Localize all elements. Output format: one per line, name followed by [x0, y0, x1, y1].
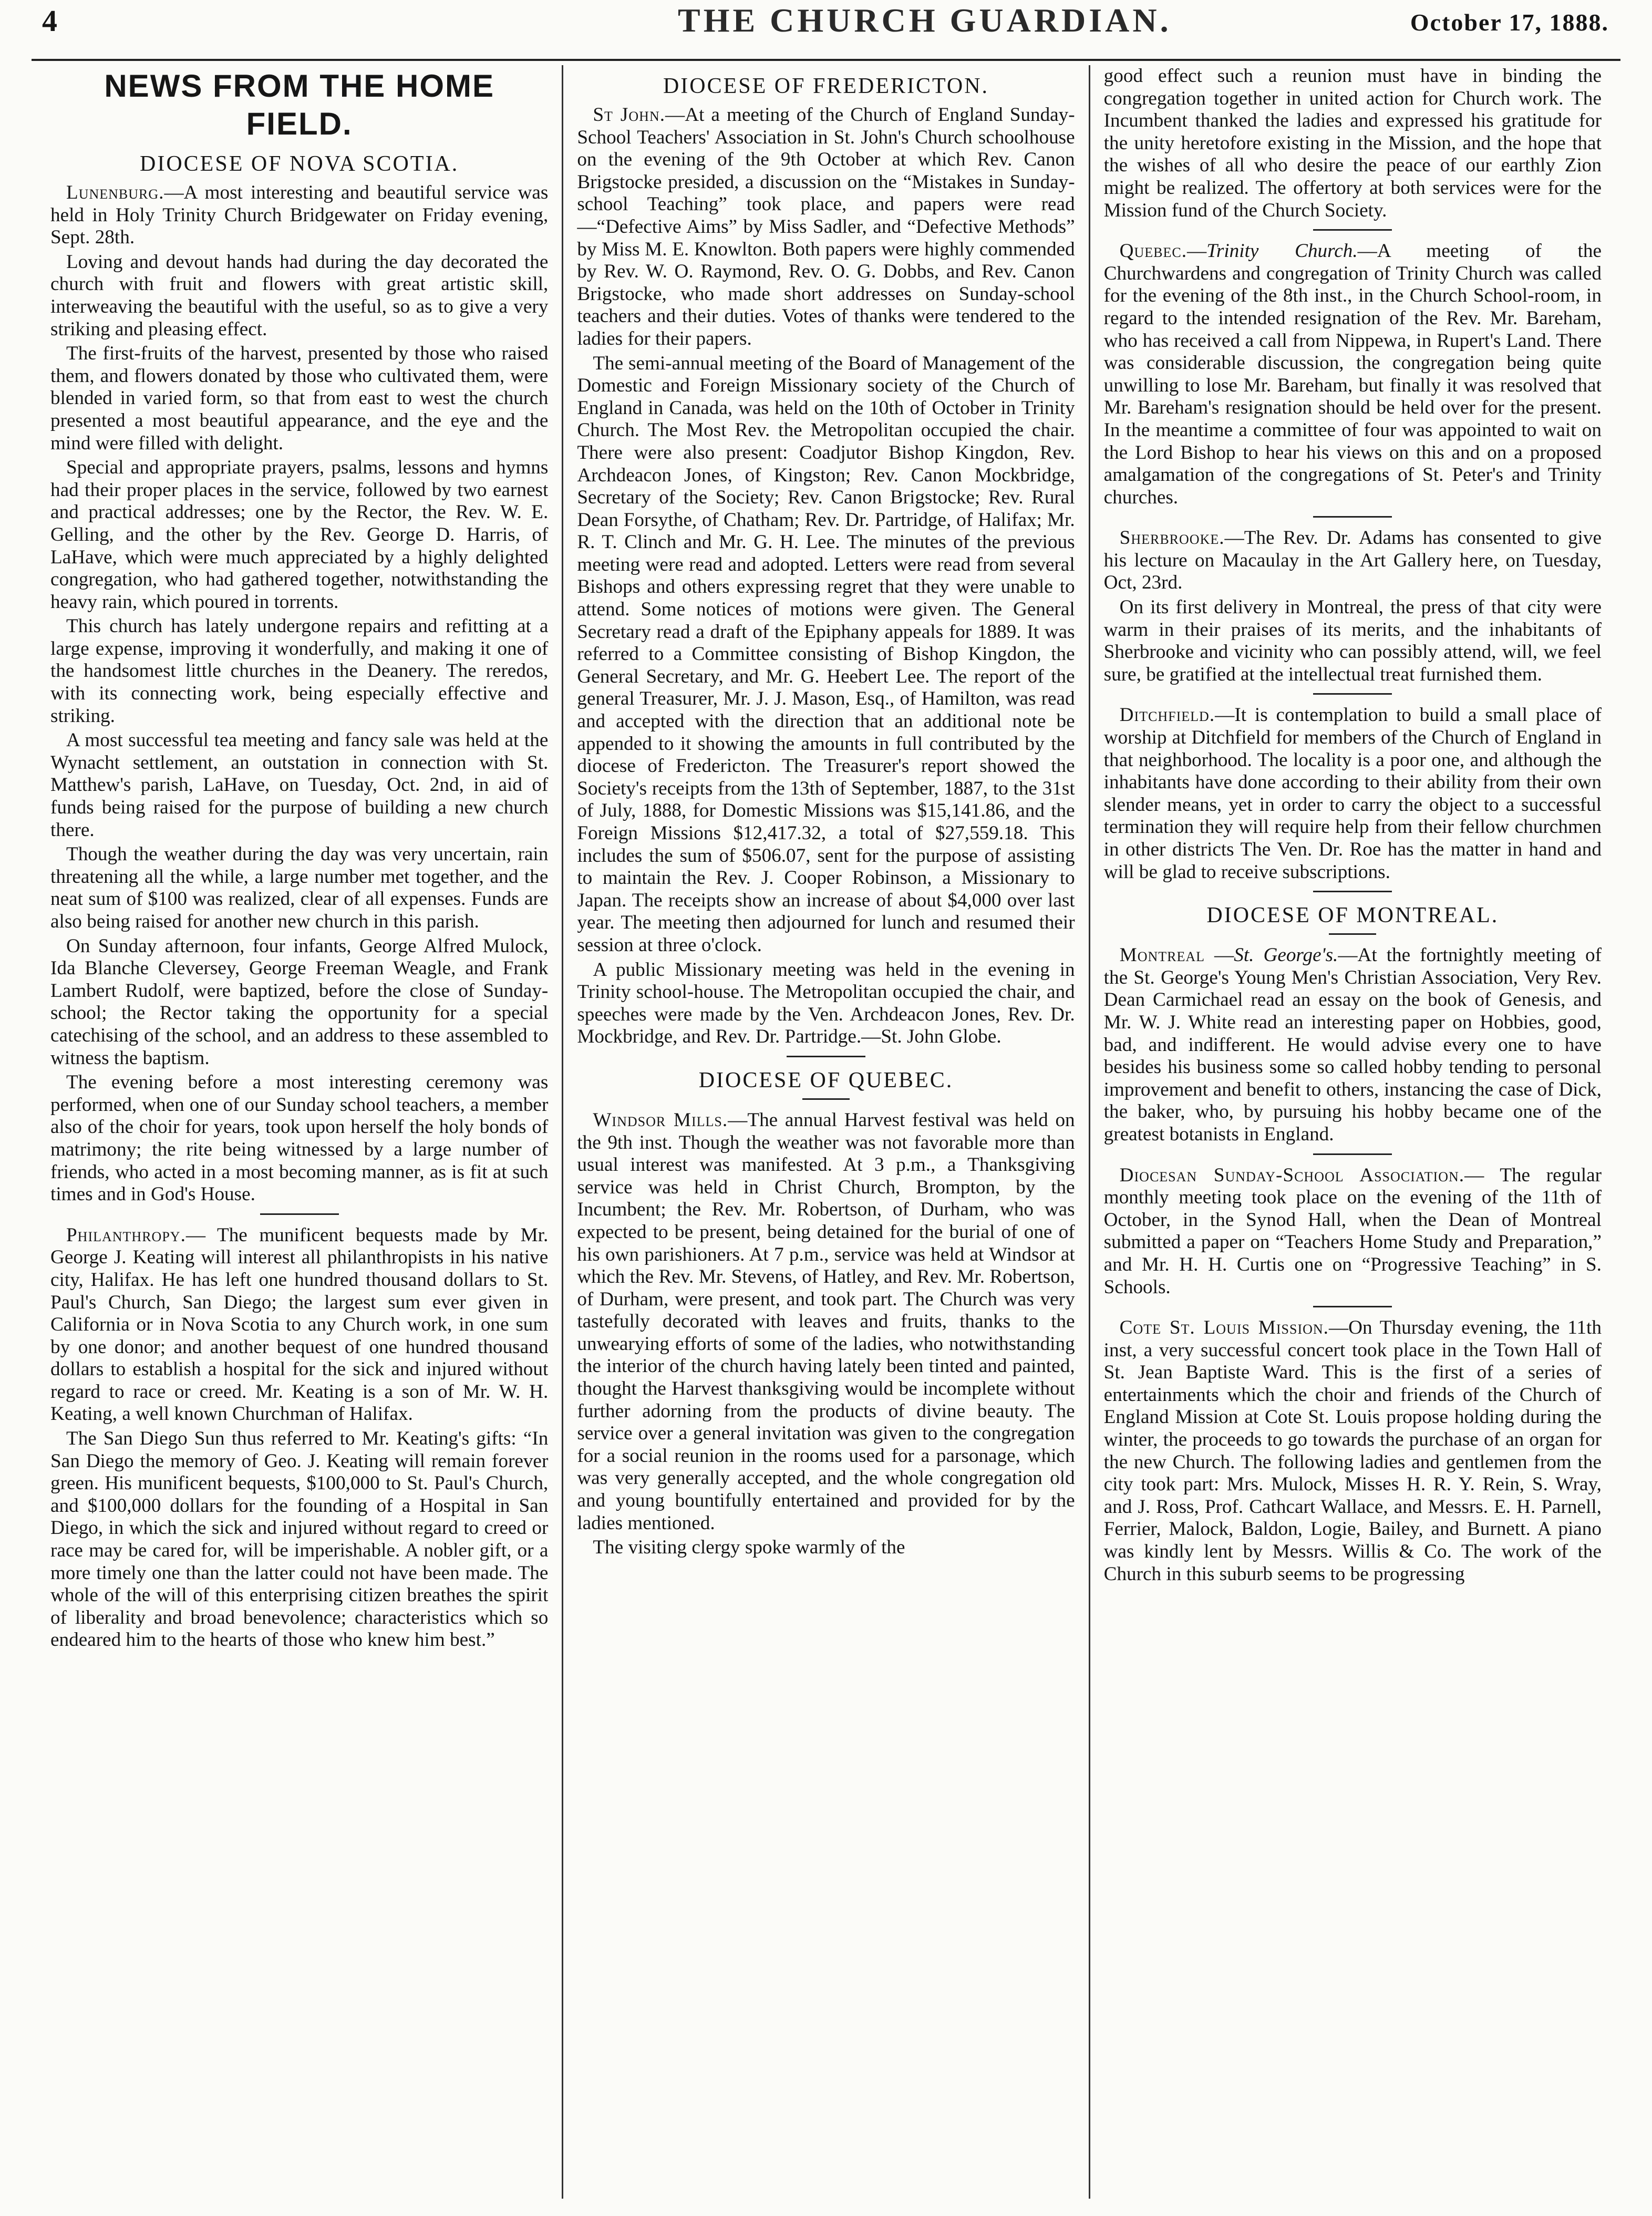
article-subtitle: St. George's.	[1234, 944, 1338, 966]
dateline: St John.	[593, 104, 666, 126]
article-paragraph: good effect such a reunion must have in binding the congregation together in united action for Church work. The Incumbent thanked the ladies and expressed his gratitude for the unity heretofore existing in the Mission, and the hope that the wishes of all who desire the peace of our earthly Zion might be realized. The offertory at both services were for the Mission fund of the Church Society.	[1103, 65, 1602, 221]
article-paragraph: Diocesan Sunday-School Association.— The regular monthly meeting took place on the evening of the 11th of October, in the Synod Hall, when the Dean of Montreal submitted a paper on “Teachers Home Study and Preparation,” and Mr. H. H. Curtis one on “Progressive Teaching” in S. Schools.	[1103, 1164, 1602, 1298]
diocese-heading-quebec: DIOCESE OF QUEBEC.	[698, 1068, 954, 1092]
dateline: Philanthropy.	[66, 1224, 186, 1246]
section-divider	[1313, 516, 1392, 518]
article-paragraph: Lunenburg.—A most interesting and beautiful service was held in Holy Trinity Church Bridgewater on Friday evening, Sept. 28th.	[50, 182, 549, 249]
issue-date: October 17, 1888.	[1410, 9, 1609, 36]
diocese-heading-montreal: DIOCESE OF MONTREAL.	[1206, 903, 1499, 928]
article-paragraph: Montreal —St. George's.—At the fortnightly meeting of the St. George's Young Men's Christian Association, Very Rev. Dean Carmichael read an essay on the book of Genesis, and Mr. W. J. White read an interesting paper on Hobbies, good, bad, and indifferent. He would advise every one to have besides his business some so called hobby tending to personal improvement and benefit to others, instancing the case of Dick, the baker, who, by pursuing his hobby became one of the greatest botanists in England.	[1103, 944, 1602, 1145]
section-divider	[787, 1056, 865, 1057]
section-divider	[1313, 693, 1392, 695]
section-divider	[1313, 1306, 1392, 1307]
section-heading: NEWS FROM THE HOME FIELD.	[104, 68, 494, 141]
article-subtitle: Trinity Church.	[1206, 240, 1358, 262]
article-paragraph: Ditchfield.—It is contemplation to build a small place of worship at Ditchfield for members of the Church of England in that neighborhood. The locality is a poor one, and although the inhabitants have done according to their ability from their own slender means, yet in order to carry the object to a successful termination they will require help from their fellow churchmen in other districts The Ven. Dr. Roe has the matter in hand and will be glad to receive subscriptions.	[1103, 704, 1602, 883]
article-paragraph: Loving and devout hands had during the day decorated the church with fruit and flowers with great artistic skill, interweaving the beautiful with the useful, so as to give a very striking and pleasing effect.	[50, 251, 549, 340]
article-paragraph: Though the weather during the day was very uncertain, rain threatening all the while, a large number met together, and the neat sum of $100 was realized, clear of all expenses. Funds are also being raised for another new church in this parish.	[50, 843, 549, 932]
diocese-heading-nova-scotia: DIOCESE OF NOVA SCOTIA.	[140, 152, 459, 176]
article-paragraph: Special and appropriate prayers, psalms, lessons and hymns had their proper places in the service, followed by two earnest and practical addresses; one by the Rector, the Rev. W. E. Gelling, and the other by the Rev. George D. Harris, of LaHave, which were much appreciated by a highly delighted congregation, who had gathered together, notwithstanding the heavy rain, which poured in torrents.	[50, 457, 549, 613]
section-divider	[1313, 891, 1392, 892]
dateline: Cote St. Louis Mission.	[1119, 1317, 1329, 1339]
article-paragraph: The semi-annual meeting of the Board of Management of the Domestic and Foreign Missionary society of the Church of England in Canada, was held on the 10th of October in Trinity Church. The Most Rev. the Metropolitan occupied the chair. There were also present: Coadjutor Bishop Kingdon, Rev. Archdeacon Jones, of Kingston; Rev. Canon Mockbridge, Secretary of the Society; Rev. Canon Brigstocke; Rev. Rural Dean Forsythe, of Chatham; Rev. Dr. Partridge, of Halifax; Mr. R. T. Clinch and Mr. G. H. Lee. The minutes of the previous meeting were read and adopted. Letters were read from several Bishops and others expressing regret that they were unable to attend. Some notices of motions were given. The General Secretary read a draft of the Epiphany appeals for 1889. It was referred to a Committee consisting of Bishop Kingdon, the General Secretary, and Mr. G. Heebert Lee. The report of the general Treasurer, Mr. J. J. Mason, Esq., of Hamilton, was read and accepted with the direction that an additional note be appended to it showing the amounts in full contributed by the diocese of Fredericton. The Treasurer's report showed the Society's receipts from the 13th of September, 1887, to the 31st of July, 1888, for Domestic Missions was $15,141.86, and the Foreign Missions $12,417.32, a total of $27,559.18. This includes the sum of $506.07, sent for the purpose of assisting to maintain the Rev. J. Cooper Robinson, a Missionary to Japan. The receipts show an increase of about $4,000 over last year. The meeting then adjourned for lunch and resumed their session at three o'clock.	[577, 352, 1075, 956]
column-2	[562, 65, 1088, 2199]
article-paragraph: Philanthropy.— The munificent bequests made by Mr. George J. Keating will interest all philanthropists in his native city, Halifax. He has left one hundred thousand dollars to St. Paul's Church, San Diego; the largest sum ever given in California or in Nova Scotia to any Church work, in one sum by one donor; and another bequest of one hundred thousand dollars to establish a hospital for the sick and injured without regard to race or creed. Mr. Keating is a son of Mr. W. H. Keating, a well known Churchman of Halifax.	[50, 1224, 549, 1425]
article-paragraph: A most successful tea meeting and fancy sale was held at the Wynacht settlement, an outstation in connection with St. Matthew's parish, LaHave, on Tuesday, Oct. 2nd, in aid of funds being raised for the purpose of building a new church there.	[50, 729, 549, 841]
section-divider	[1313, 229, 1392, 231]
article-paragraph: The San Diego Sun thus referred to Mr. Keating's gifts: “In San Diego the memory of Geo. J. Keating will remain forever green. His munificent bequests, $100,000 to St. Paul's Church, and $100,000 dollars for the founding of a Hospital in San Diego, in which the sick and injured without regard to creed or race may be cared for, will be imperishable. A nobler gift, or a more timely one than the latter could not have been made. The whole of the will of this enterprising citizen breathes the spirit of liberality and broad benevolence; characteristics which so endeared him to the hearts of those who knew him best.”	[50, 1428, 549, 1651]
dateline: Diocesan Sunday-School Association.	[1119, 1164, 1465, 1186]
article-paragraph: The visiting clergy spoke warmly of the	[593, 1537, 905, 1559]
page-number: 4	[42, 4, 57, 38]
masthead	[32, 0, 1620, 61]
dateline: Sherbrooke.	[1119, 527, 1225, 549]
article-paragraph: St John.—At a meeting of the Church of England Sunday-School Teachers' Association in St. John's Church schoolhouse on the evening of the 9th October at which Rev. Canon Brigstocke presided, a discussion on the “Mistakes in Sunday-school Teaching” took place, and papers were read—“Defective Aims” by Miss Sadler, and “Defective Methods” by Miss M. E. Knowlton. Both papers were highly commended by Rev. W. O. Raymond, Rev. O. G. Dobbs, and Rev. Canon Brigstocke, who made short addresses on Sunday-school teachers and their duties. Votes of thanks were tendered to the ladies for their papers.	[577, 104, 1075, 349]
column-3	[1089, 65, 1615, 2199]
column-1	[37, 65, 562, 2199]
columns	[37, 65, 1615, 2199]
article-paragraph: This church has lately undergone repairs and refitting at a large expense, improving it wonderfully, and making it one of the handsomest little churches in the Deanery. The reredos, with its connecting work, being especially effective and striking.	[50, 615, 549, 727]
article-paragraph: The evening before a most interesting ceremony was performed, when one of our Sunday school teachers, a member also of the choir for years, took upon herself the holy bonds of matrimony; the rite being witnessed by a large number of friends, who acted in a most becoming manner, as is fit at such times and in God's House.	[50, 1071, 549, 1205]
dateline: Montreal	[1119, 944, 1205, 966]
heading-underline	[1329, 933, 1376, 935]
article-paragraph: The first-fruits of the harvest, presented by those who raised them, and flowers donated by those who cultivated them, were blended in varied form, so that from east to west the church presented a most beautiful appearance, and the eye and the mind were filled with delight.	[50, 343, 549, 454]
newspaper-title: THE CHURCH GUARDIAN.	[678, 2, 1172, 39]
dateline: Ditchfield.	[1119, 704, 1215, 726]
article-paragraph: On Sunday afternoon, four infants, George Alfred Mulock, Ida Blanche Cleversey, George Freeman Weagle, and Frank Lambert Rudolf, were baptized, before the close of Sunday-school; the Rector taking the opportunity for a special catechising of the school, and an address to these assembled to witness the baptism.	[50, 935, 549, 1069]
article-paragraph: On its first delivery in Montreal, the press of that city were warm in their praises of its merits, and the inhabitants of Sherbrooke and vicinity who can possibly attend, will, we feel sure, be gratified at the intellectual treat furnished them.	[1103, 596, 1602, 685]
diocese-heading-fredericton: DIOCESE OF FREDERICTON.	[663, 74, 989, 98]
article-paragraph: Quebec.—Trinity Church.—A meeting of the Churchwardens and congregation of Trinity Church was called for the evening of the 8th inst., in the Church School-room, in regard to the intended resignation of the Rev. Mr. Bareham, who has received a call from Nippewa, in Rupert's Land. There was considerable discussion, the congregation being quite unwilling to lose Mr. Bareham, but finally it was resolved that Mr. Bareham's resignation should be held over for the present. In the meantime a committee of four was appointed to wait on the Lord Bishop to hear his views on this and on a proposed amalgamation of the congregations of St. Peter's and Trinity churches.	[1103, 240, 1602, 508]
dateline: Lunenburg.	[66, 182, 164, 203]
dateline: Quebec.	[1119, 240, 1188, 262]
article-paragraph: Cote St. Louis Mission.—On Thursday evening, the 11th inst, a very successful concert took place in the Town Hall of St. Jean Baptiste Ward. This is the first of a series of entertainments which the choir and friends of the Church of England Mission at Cote St. Louis propose holding during the winter, the proceeds to go towards the purchase of an organ for the new Church. The following ladies and gentlemen from the city took part: Mrs. Mulock, Misses H. R. Y. Rein, S. Wray, and J. Ross, Prof. Cathcart Wallace, and Messrs. E. H. Parnell, Ferrier, Malock, Baldon, Logie, Bailey, and Burnett. A piano was kindly lent by Messrs. Willis & Co. The work of the Church in this suburb seems to be progressing	[1103, 1317, 1602, 1585]
section-divider	[260, 1213, 339, 1215]
article-paragraph: Sherbrooke.—The Rev. Dr. Adams has consented to give his lecture on Macaulay in the Art Gallery here, on Tuesday, Oct, 23rd.	[1103, 527, 1602, 594]
dateline: Windsor Mills.	[593, 1109, 728, 1131]
article-paragraph: A public Missionary meeting was held in the evening in Trinity school-house. The Metropolitan occupied the chair, and speeches were made by the Ven. Archdeacon Jones, Rev. Dr. Mockbridge, and Rev. Dr. Partridge.—St. John Globe.	[577, 958, 1075, 1048]
heading-underline	[802, 1098, 850, 1100]
article-paragraph: Windsor Mills.—The annual Harvest festival was held on the 9th inst. Though the weather was not favorable more than usual interest was manifested. At 3 p.m., a Thanksgiving service was held in Christ Church, Brompton, by the Incumbent; the Rev. Mr. Robertson, of Durham, who was expected to be present, being detained for the burial of one of his own parishioners. At 7 p.m., service was held at Windsor at which the Rev. Mr. Stevens, of Hatley, and Rev. Mr. Robertson, of Durham, were present, and took part. The Church was very tastefully decorated with leaves and fruits, thanks to the unwearying efforts of some of the ladies, who notwithstanding the interior of the church having lately been tinted and painted, thought the Harvest thanksgiving would be incomplete without further adorning from the products of divine beauty. The service over a general invitation was given to the congregation for a social reunion in the rooms used for a parsonage, which was very generally accepted, and the whole congregation old and young bountifully entertained and provided for by the ladies mentioned.	[577, 1109, 1075, 1534]
section-divider	[1313, 1153, 1392, 1155]
